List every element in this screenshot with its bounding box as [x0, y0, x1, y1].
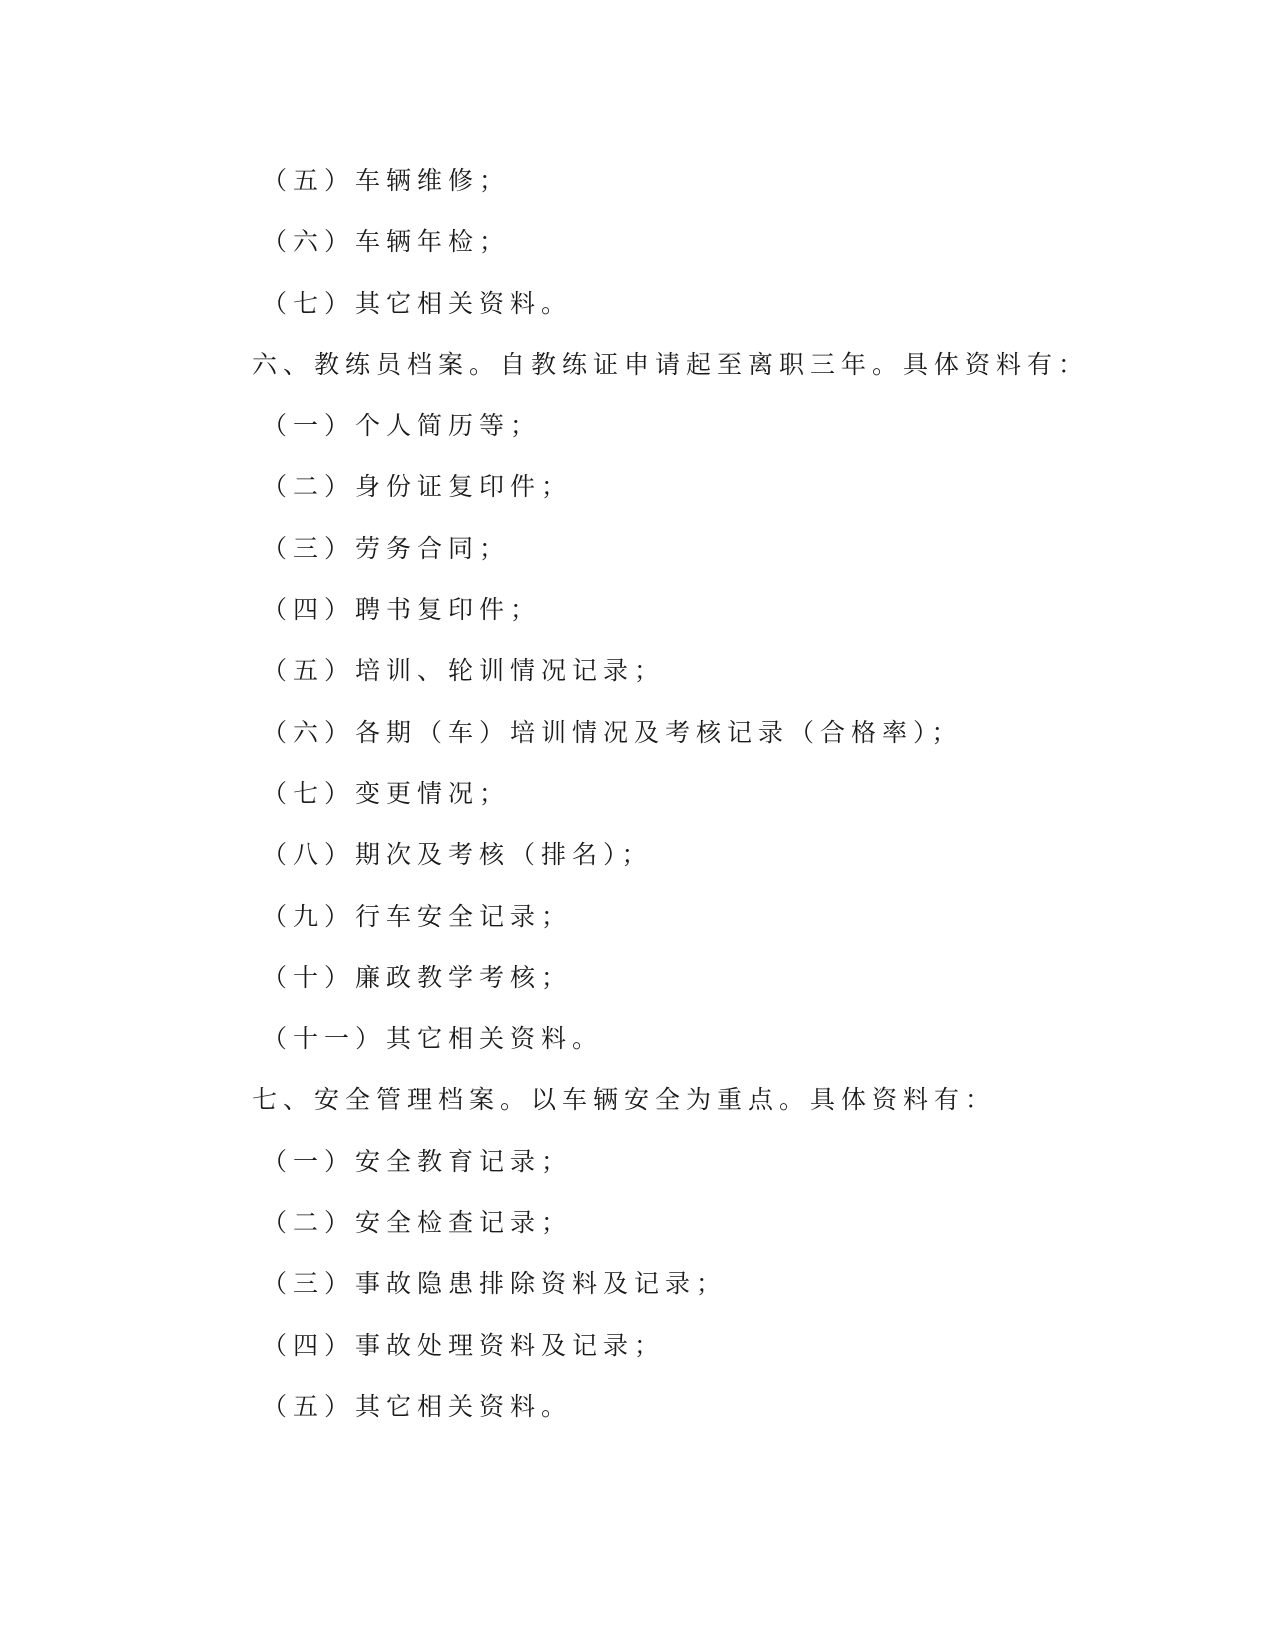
list-item: （五）其它相关资料。	[262, 1391, 573, 1421]
list-item: （四）事故处理资料及记录；	[262, 1330, 666, 1360]
list-item: （八）期次及考核（排名）；	[262, 840, 653, 870]
list-item: （七）其它相关资料。	[262, 288, 573, 318]
list-item: （七）变更情况；	[262, 778, 511, 808]
list-item: （五）培训、轮训情况记录；	[262, 656, 666, 686]
document-body	[252, 165, 1162, 1452]
section-heading: 七、安全管理档案。以车辆安全为重点。具体资料有：	[252, 1085, 997, 1115]
list-item: （六）车辆年检；	[262, 227, 511, 257]
section-heading: 六、教练员档案。自教练证申请起至离职三年。具体资料有：	[252, 349, 1090, 379]
list-item: （五）车辆维修；	[262, 166, 511, 195]
list-item: （六）各期（车）培训情况及考核记录（合格率）；	[262, 717, 963, 747]
list-item: （十）廉政教学考核；	[262, 962, 573, 992]
list-item: （二）身份证复印件；	[262, 472, 573, 502]
list-item: （二）安全检查记录；	[262, 1208, 573, 1238]
list-item: （三）事故隐患排除资料及记录；	[262, 1269, 728, 1299]
list-item: （十一）其它相关资料。	[262, 1024, 604, 1054]
list-item: （四）聘书复印件；	[262, 595, 542, 625]
list-item: （一）安全教育记录；	[262, 1146, 573, 1176]
list-item: （九）行车安全记录；	[262, 901, 573, 931]
list-item: （一）个人简历等；	[262, 411, 542, 441]
list-item: （三）劳务合同；	[262, 533, 511, 563]
